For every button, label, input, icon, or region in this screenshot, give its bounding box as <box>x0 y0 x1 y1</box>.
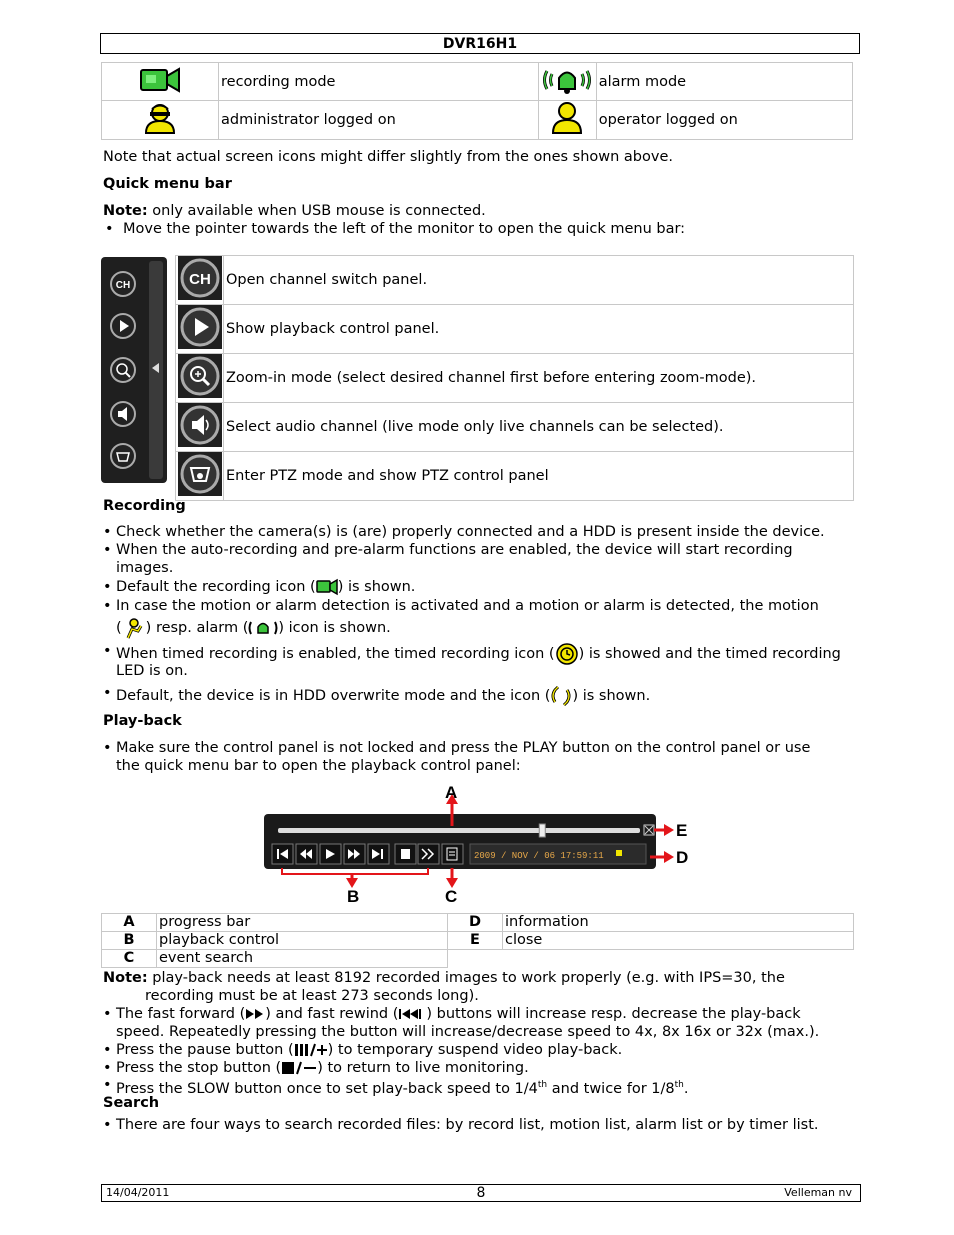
slow-button[interactable] <box>418 844 439 864</box>
icon-cell <box>176 305 224 354</box>
list-item: • Press the stop button ( ) to return to live monitoring. <box>103 1060 529 1076</box>
recording-heading: Recording <box>103 498 186 514</box>
playback-note: Note: play-back needs at least 8192 recorded images to work properly (e.g. with IPS=30, the recording must be at least 273 seconds long). <box>103 970 785 1004</box>
legend-value: playback control <box>157 932 448 950</box>
quick-menu-bar-icons <box>101 257 167 483</box>
status-label: recording mode <box>219 63 539 101</box>
ch-label: CH <box>115 280 131 291</box>
motion-icon <box>122 617 146 639</box>
document-title: DVR16H1 <box>442 36 518 52</box>
list-item: LED is on. <box>116 663 188 679</box>
quick-menu-description: Enter PTZ mode and show PTZ control panel <box>224 452 854 501</box>
table-row <box>176 256 854 305</box>
audio-icon <box>178 403 222 447</box>
pause-plus-icon <box>294 1043 328 1057</box>
operator-user-icon <box>549 101 585 135</box>
quick-menu-description: Open channel switch panel. <box>224 256 854 305</box>
icon-cell <box>176 354 224 403</box>
legend-key: D <box>448 914 503 932</box>
callout-d: D <box>676 848 689 867</box>
legend-value: close <box>503 932 854 950</box>
quick-menu-description: Zoom-in mode (select desired channel first before entering zoom-mode). <box>224 354 854 403</box>
page-number: 8 <box>476 1185 486 1201</box>
list-item: • In case the motion or alarm detection is activated and a motion or alarm is detected, the motion <box>103 598 819 614</box>
stop-minus-icon <box>281 1061 317 1075</box>
fast-rewind-icon <box>398 1008 426 1020</box>
icon-cell <box>102 63 219 101</box>
icon-cell <box>538 63 596 101</box>
document-header <box>100 33 860 54</box>
list-item: • Default, the device is in HDD overwrite mode and the icon ( ) is shown. <box>103 684 853 708</box>
icon-cell <box>538 101 596 140</box>
camera-recording-icon <box>316 578 338 596</box>
table-row <box>102 63 853 101</box>
icons-note: Note that actual screen icons might differ slightly from the ones shown above. <box>103 149 673 165</box>
footer-company: Velleman nv <box>784 1186 852 1199</box>
ptz-camera-icon <box>178 452 222 496</box>
legend-key: E <box>448 932 503 950</box>
overwrite-icon <box>550 684 572 708</box>
info-indicator <box>616 850 622 856</box>
quick-menu-table <box>175 255 854 501</box>
admin-user-icon <box>142 101 178 135</box>
table-row <box>176 403 854 452</box>
legend-key: B <box>102 932 157 950</box>
play-icon <box>178 305 222 349</box>
quick-menu-description: Show playback control panel. <box>224 305 854 354</box>
list-item: • When timed recording is enabled, the timed recording icon ( ) is showed and the timed recording <box>103 642 853 666</box>
status-icons-table <box>101 62 853 140</box>
page-footer <box>101 1184 861 1202</box>
icon-cell <box>102 101 219 140</box>
quick-menu-note: Note: only available when USB mouse is connected. <box>103 203 486 219</box>
table-row <box>176 354 854 403</box>
legend-value: progress bar <box>157 914 448 932</box>
table-row <box>176 452 854 501</box>
quick-menu-bullet: • Move the pointer towards the left of the monitor to open the quick menu bar: <box>105 221 686 237</box>
quick-menu-bar-image <box>101 257 167 483</box>
progress-handle[interactable] <box>539 824 545 837</box>
status-label: operator logged on <box>596 101 852 140</box>
playback-panel-figure <box>260 780 700 908</box>
callout-b: B <box>347 887 360 906</box>
search-heading: Search <box>103 1095 160 1111</box>
callout-e: E <box>676 821 688 840</box>
ch-icon <box>178 256 222 300</box>
list-item: • The fast forward ( ) and fast rewind ( ) buttons will increase resp. decrease the play-back speed. Repeatedly pressing the button will increase/decrease speed to 4x, 8x 16x or 32x (max.). <box>103 1006 820 1040</box>
icon-cell <box>176 452 224 501</box>
list-item: • There are four ways to search recorded files: by record list, motion list, alarm list or by timer list. <box>103 1117 819 1133</box>
event-search-button[interactable] <box>442 844 463 864</box>
fast-forward-icon <box>245 1008 265 1020</box>
callout-c: C <box>445 887 458 906</box>
ch-label: CH <box>188 271 211 288</box>
list-item: • Default the recording icon ( ) is shown. <box>103 579 416 595</box>
table-row <box>102 914 854 932</box>
table-row <box>102 101 853 140</box>
list-item: • When the auto-recording and pre-alarm functions are enabled, the device will start recording images. <box>103 542 793 576</box>
icon-cell <box>176 256 224 305</box>
status-label: administrator logged on <box>219 101 539 140</box>
camera-recording-icon <box>139 64 181 96</box>
legend-key: C <box>102 950 157 968</box>
zoom-in-icon <box>178 354 222 398</box>
list-item: • Press the pause button ( ) to temporary suspend video play-back. <box>103 1042 623 1058</box>
alarm-bell-icon <box>541 65 593 95</box>
playback-time: 2009 / NOV / 06 17:59:11 <box>474 851 604 861</box>
quick-menu-heading: Quick menu bar <box>103 176 232 192</box>
status-label: alarm mode <box>596 63 852 101</box>
icon-cell <box>176 403 224 452</box>
footer-date: 14/04/2011 <box>106 1186 170 1199</box>
playback-heading: Play-back <box>103 713 182 729</box>
legend-key: A <box>102 914 157 932</box>
list-item: ( ) resp. alarm ( ) icon is shown. <box>103 617 853 639</box>
progress-bar[interactable] <box>278 828 640 833</box>
table-row <box>102 932 854 950</box>
table-row <box>176 305 854 354</box>
list-item: • Check whether the camera(s) is (are) properly connected and a HDD is present inside the device. <box>103 524 825 540</box>
legend-value: event search <box>157 950 448 968</box>
callout-a: A <box>445 783 458 802</box>
playback-legend-table <box>101 913 854 968</box>
list-item: • Make sure the control panel is not locked and press the PLAY button on the control panel or use the quick menu bar to open the playback control panel: <box>103 740 811 774</box>
quick-menu-description: Select audio channel (live mode only live channels can be selected). <box>224 403 854 452</box>
legend-value: information <box>503 914 854 932</box>
alarm-bell-icon <box>248 619 278 637</box>
list-item: • Press the SLOW button once to set play-back speed to 1/4th and twice for 1/8th. <box>103 1077 689 1097</box>
table-row <box>102 950 854 968</box>
